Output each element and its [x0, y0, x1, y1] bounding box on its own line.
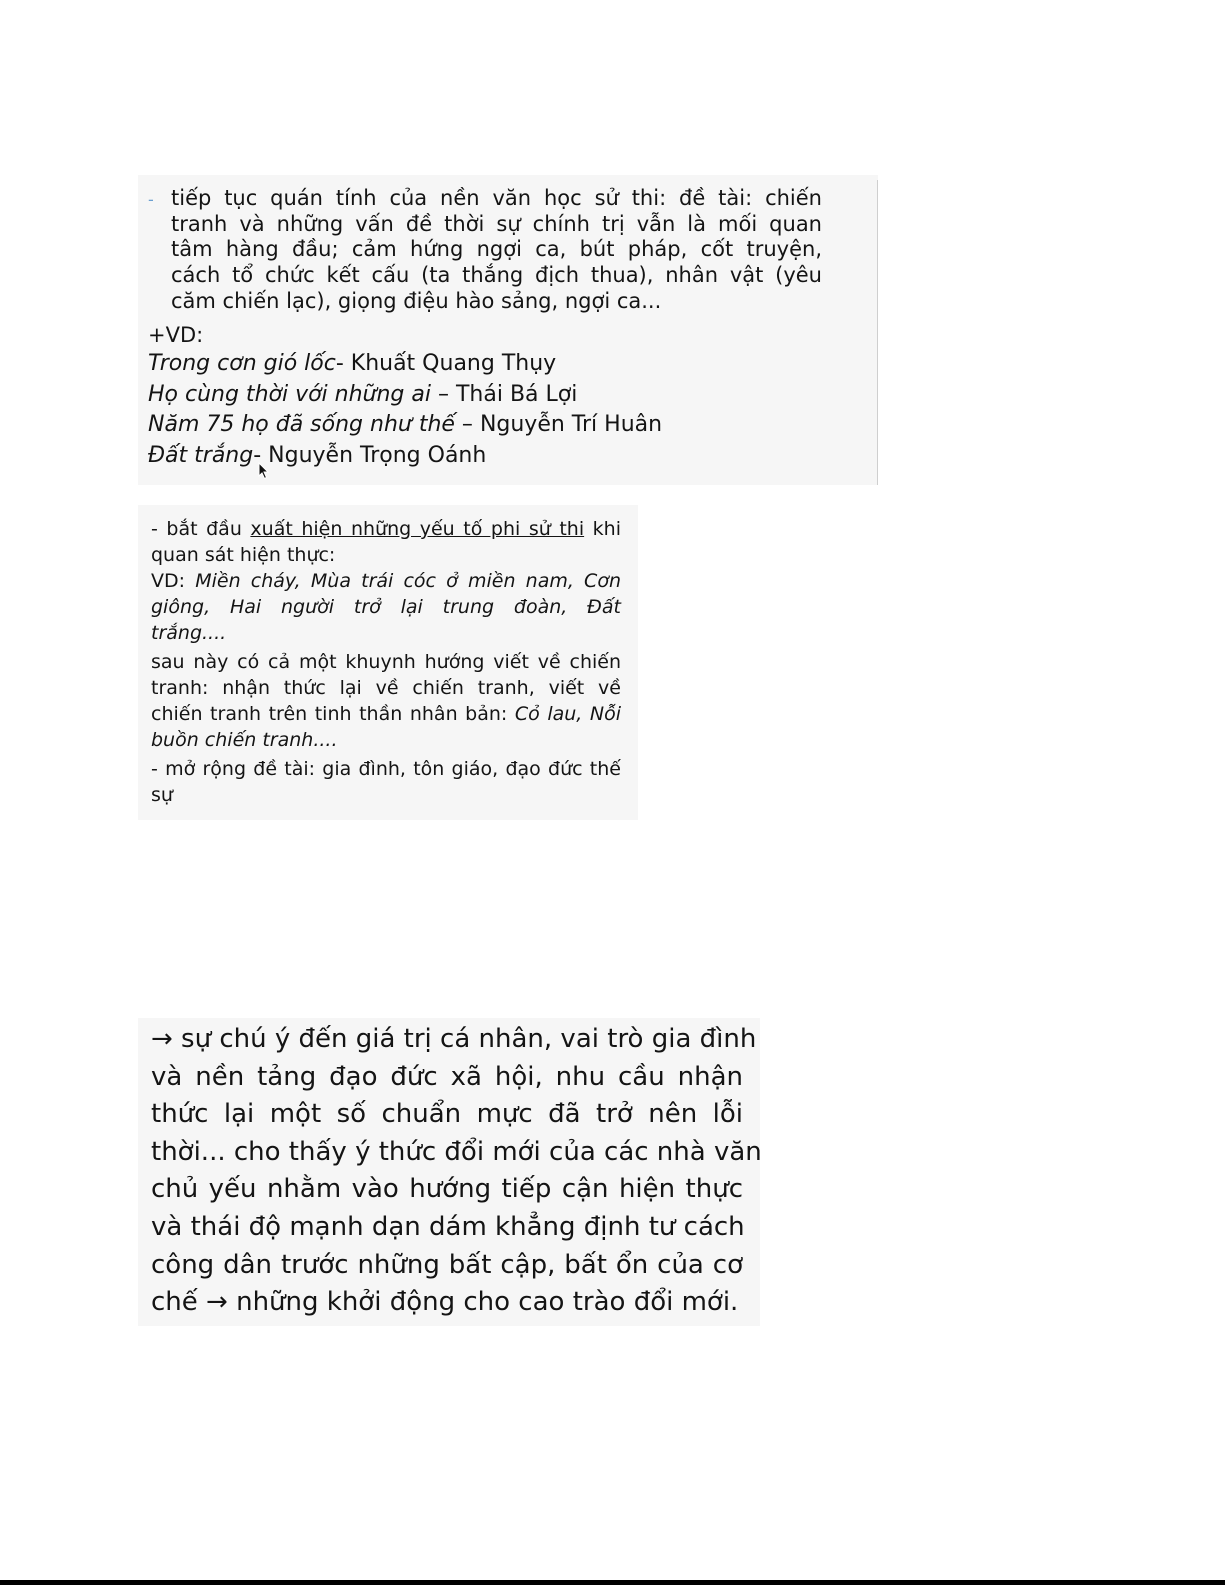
text-run: chiến tranh trên tinh thần nhân bản: — [151, 703, 515, 725]
text-line: - mở rộng đề tài: gia đình, tôn giáo, đạo đức thế — [151, 758, 621, 780]
text-line: căm chiến lạc), giọng điệu hào sảng, ngợi ca... — [171, 288, 662, 313]
non-epic-paragraph — [151, 516, 621, 808]
work-title: Trong cơn gió lốc — [148, 351, 336, 376]
work-item — [148, 349, 662, 380]
text-run: buồn chiến tranh.... — [151, 729, 338, 751]
text-line: cách tổ chức kết cấu (ta thắng địch thua), nhân vật (yêu — [171, 263, 822, 288]
example-label: VD: — [151, 570, 196, 592]
text-line: tranh và những vấn đề thời sự chính trị vẫn là mối quan — [171, 211, 822, 236]
text-line: sự — [151, 784, 173, 806]
text-line: sau này có cả một khuynh hướng viết về chiến — [151, 651, 621, 673]
work-title: Năm 75 họ đã sống như thế — [148, 412, 455, 437]
text-run: Miền cháy, Mùa trái cóc ở miền nam, Cơn — [195, 570, 621, 592]
text-line: và nền tảng đạo đức xã hội, nhu cầu nhận — [151, 1061, 743, 1092]
work-item — [148, 380, 662, 411]
example-label: +VD: — [148, 323, 204, 347]
work-title: Đất trắng — [148, 442, 254, 468]
underlined-phrase: xuất hiện những yếu tố phi sử thi — [250, 518, 585, 540]
text-run: trắng.... — [151, 622, 227, 644]
text-line — [151, 620, 621, 646]
work-separator: - — [253, 442, 269, 468]
text-line: thời... cho thấy ý thức đổi mới của các nhà văn — [151, 1136, 762, 1167]
panel-divider — [877, 180, 878, 485]
text-line — [151, 594, 621, 620]
text-line: tâm hàng đầu; cảm hứng ngợi ca, bút pháp, cốt truyện, — [171, 237, 822, 262]
work-item — [148, 410, 662, 441]
text-run: Cỏ lau, Nỗi — [514, 703, 621, 725]
bullet-dash: - — [148, 190, 154, 209]
text-run: - bắt đầu — [151, 518, 251, 540]
text-line: công dân trước những bất cập, bất ổn của cơ — [151, 1249, 743, 1280]
work-separator: – — [454, 412, 480, 437]
text-run: khi — [584, 518, 621, 540]
work-author: Nguyễn Trọng Oánh — [268, 442, 487, 468]
conclusion-paragraph — [151, 1021, 762, 1322]
work-author: Khuất Quang Thụy — [350, 351, 557, 376]
mouse-cursor-icon — [258, 462, 270, 480]
text-line: chế → những khởi động cho cao trào đổi mới. — [151, 1287, 739, 1318]
epic-continuation-paragraph — [171, 186, 822, 315]
page-bottom-bar — [0, 1580, 1225, 1585]
text-line: thức lại một số chuẩn mực đã trở nên lỗi — [151, 1099, 743, 1130]
work-separator: - — [335, 351, 351, 376]
text-line: và thái độ mạnh dạn dám khẳng định tư cách — [151, 1211, 745, 1242]
work-author: Nguyễn Trí Huân — [479, 412, 663, 437]
text-line: tiếp tục quán tính của nền văn học sử thi: đề tài: chiến — [171, 186, 822, 210]
work-author: Thái Bá Lợi — [455, 381, 578, 407]
text-line — [151, 727, 621, 753]
text-line — [151, 568, 621, 594]
text-line: → sự chú ý đến giá trị cá nhân, vai trò gia đình — [151, 1024, 757, 1054]
work-item — [148, 441, 662, 472]
text-line: chủ yếu nhằm vào hướng tiếp cận hiện thực — [151, 1174, 743, 1205]
work-separator: – — [430, 381, 456, 407]
works-list — [148, 349, 662, 471]
text-run: giông, Hai người trở lại trung đoàn, Đất — [151, 596, 621, 618]
text-line: quan sát hiện thực: — [151, 544, 336, 566]
text-line — [151, 516, 621, 542]
work-title: Họ cùng thời với những ai — [148, 381, 431, 407]
text-line: tranh: nhận thức lại về chiến tranh, viết về — [151, 677, 621, 699]
text-line — [151, 701, 621, 727]
